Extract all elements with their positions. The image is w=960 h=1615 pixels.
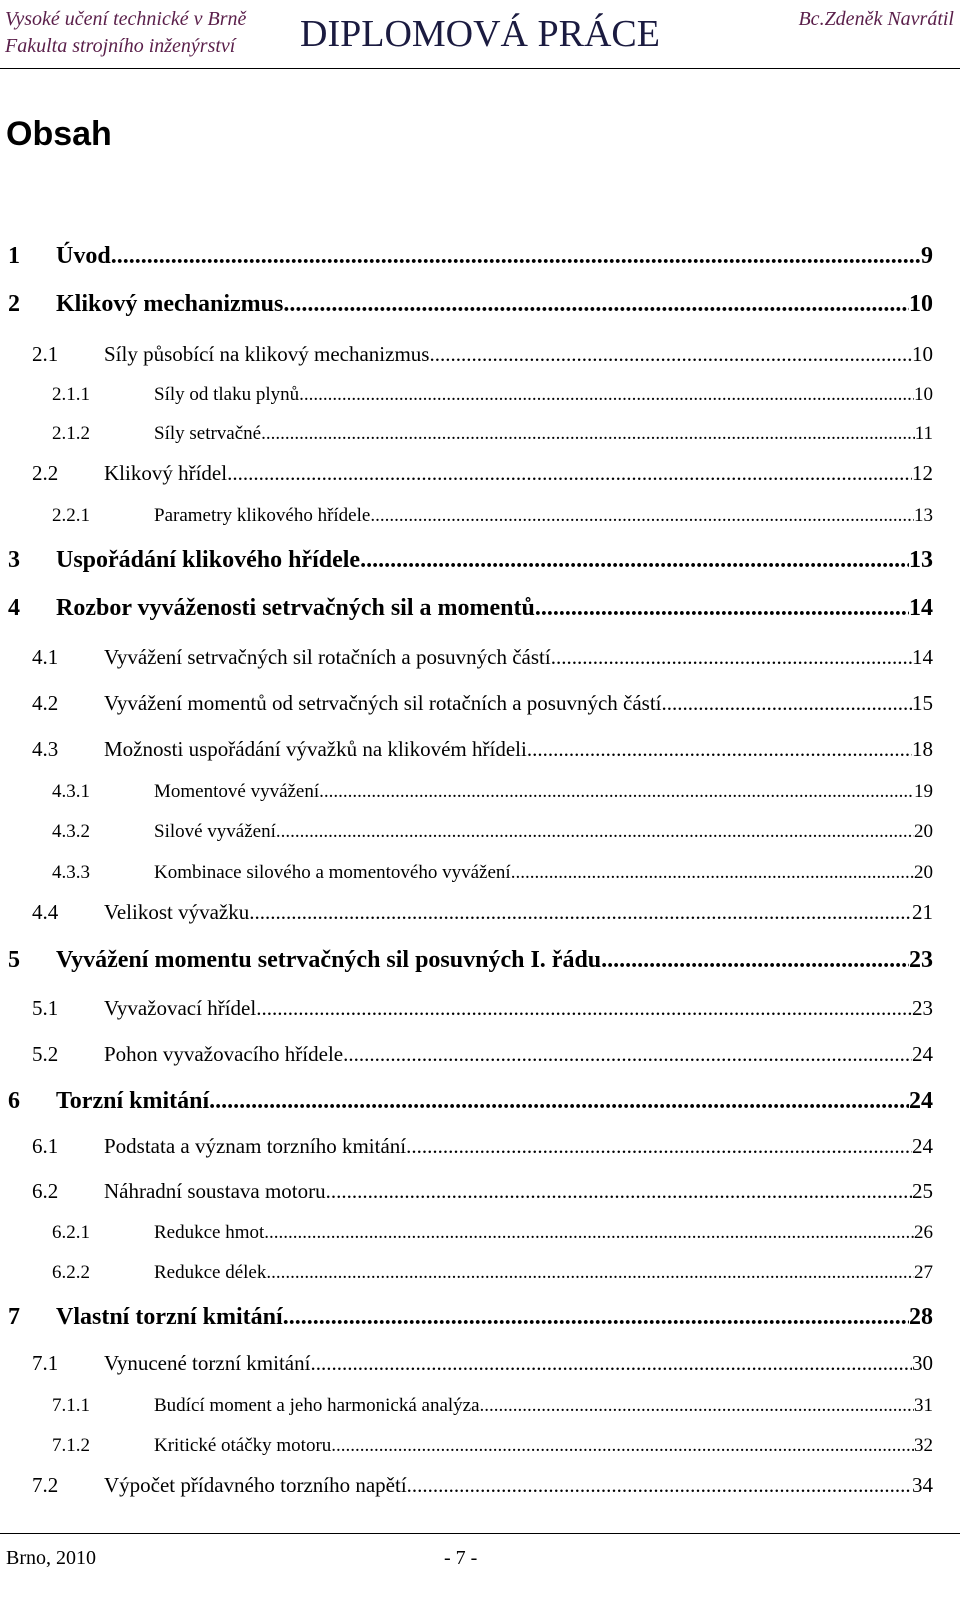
toc-leader [276, 819, 914, 845]
toc-number: 4.4 [32, 900, 59, 924]
toc-number: 4.2 [32, 691, 59, 715]
toc-title: Budící moment a jeho harmonická analýza [154, 1395, 480, 1416]
toc-leader [310, 1349, 912, 1377]
toc-leader [249, 898, 912, 926]
toc-leader [261, 421, 915, 447]
toc-leader [527, 735, 912, 763]
toc-page: 23 [912, 996, 933, 1020]
toc-number: 4.3.1 [52, 781, 90, 802]
toc-title: Parametry klikového hřídele [154, 505, 371, 526]
toc-number: 6.2 [32, 1179, 59, 1203]
toc-leader [326, 1177, 912, 1205]
toc-page: 34 [912, 1473, 933, 1497]
toc-title: Náhradní soustava motoru [104, 1179, 326, 1203]
toc-title: Možnosti uspořádání vývažků na klikovém hřídeli [104, 737, 527, 761]
toc-number: 4.3.2 [52, 821, 90, 842]
toc-number: 2.1 [32, 342, 59, 366]
toc-entry[interactable] [0, 1433, 933, 1459]
toc-number: 5.2 [32, 1042, 59, 1066]
toc-leader [406, 1132, 912, 1160]
toc-number: 6 [8, 1088, 20, 1114]
toc-entry[interactable] [0, 1177, 933, 1205]
toc-entry[interactable] [0, 288, 933, 320]
toc-title: Vyvážení setrvačných sil rotačních a posuvných částí [104, 645, 551, 669]
page-header [0, 0, 960, 74]
thesis-type: DIPLOMOVÁ PRÁCE [300, 13, 660, 55]
footer-page-number: - 7 - [444, 1547, 478, 1569]
toc-leader [535, 592, 909, 624]
toc-number: 5.1 [32, 996, 59, 1020]
toc-entry[interactable] [0, 592, 933, 624]
author-name: Bc.Zdeněk Navrátil [798, 8, 954, 30]
toc-entry[interactable] [0, 819, 933, 845]
toc-leader [480, 1393, 914, 1419]
toc-page: 26 [914, 1222, 933, 1243]
toc-leader [407, 1471, 912, 1499]
toc-title: Síly setrvačné [154, 423, 262, 444]
toc-title: Redukce hmot [154, 1222, 265, 1243]
toc-number: 4.1 [32, 645, 59, 669]
toc-entry[interactable] [0, 643, 933, 671]
toc-entry[interactable] [0, 421, 933, 447]
toc-leader [331, 1433, 914, 1459]
toc-page: 30 [912, 1351, 933, 1375]
toc-page: 15 [912, 691, 933, 715]
toc-entry[interactable] [0, 1220, 933, 1246]
toc-page: 10 [909, 291, 933, 317]
toc-title: Síly od tlaku plynů [154, 384, 300, 405]
toc-title: Klikový mechanizmus [56, 291, 284, 317]
toc-leader [343, 1040, 912, 1068]
toc-entry[interactable] [0, 503, 933, 529]
toc-leader [283, 288, 909, 320]
toc-leader [662, 689, 912, 717]
toc-entry[interactable] [0, 1132, 933, 1160]
toc-title: Výpočet přídavného torzního napětí [104, 1473, 407, 1497]
toc-page: 13 [909, 547, 933, 573]
toc-leader [551, 643, 912, 671]
toc-page: 19 [914, 781, 933, 802]
toc-entry[interactable] [0, 1349, 933, 1377]
toc-page: 24 [909, 1088, 933, 1114]
toc-leader [299, 382, 914, 408]
toc-page: 23 [909, 947, 933, 973]
toc-number: 2.2 [32, 461, 59, 485]
toc-leader [266, 1260, 914, 1286]
toc-entry[interactable] [0, 779, 933, 805]
toc-entry[interactable] [0, 898, 933, 926]
toc-entry[interactable] [0, 994, 933, 1022]
toc-number: 4 [8, 595, 20, 621]
toc-title: Vynucené torzní kmitání [104, 1351, 311, 1375]
toc-entry[interactable] [0, 544, 933, 576]
toc-entry[interactable] [0, 1301, 933, 1333]
toc-title: Torzní kmitání [56, 1088, 210, 1114]
toc-leader [319, 779, 914, 805]
toc-title: Uspořádání klikového hřídele [56, 547, 361, 573]
toc-title: Kritické otáčky motoru [154, 1435, 332, 1456]
toc-entry[interactable] [0, 1040, 933, 1068]
toc-number: 2.1.2 [52, 423, 90, 444]
toc-number: 5 [8, 947, 20, 973]
university-line: Vysoké učení technické v Brně [5, 8, 247, 30]
toc-number: 2 [8, 291, 20, 317]
toc-number: 6.1 [32, 1134, 59, 1158]
toc-leader [264, 1220, 914, 1246]
toc-entry[interactable] [0, 1085, 933, 1117]
toc-entry[interactable] [0, 689, 933, 717]
toc-title: Rozbor vyváženosti setrvačných sil a momentů [56, 595, 535, 621]
toc-title: Kombinace silového a momentového vyvážení [154, 862, 511, 883]
toc-title: Podstata a význam torzního kmitání [104, 1134, 407, 1158]
toc-leader [111, 240, 921, 272]
toc-number: 2.1.1 [52, 384, 90, 405]
toc-entry[interactable] [0, 340, 933, 368]
toc-title: Vyvažovací hřídel [104, 996, 257, 1020]
toc-entry[interactable] [0, 1393, 933, 1419]
toc-page: 20 [914, 862, 933, 883]
toc-page: 24 [912, 1134, 933, 1158]
toc-number: 7.1 [32, 1351, 59, 1375]
toc-entry[interactable] [0, 382, 933, 408]
toc-number: 2.2.1 [52, 505, 90, 526]
toc-title: Vlastní torzní kmitání [56, 1304, 283, 1330]
footer-place-year: Brno, 2010 [6, 1547, 96, 1569]
toc-leader [283, 1301, 909, 1333]
toc-title: Redukce délek [154, 1262, 267, 1283]
toc-entry[interactable] [0, 1260, 933, 1286]
toc-number: 7.1.1 [52, 1395, 90, 1416]
toc-entry[interactable] [0, 735, 933, 763]
toc-number: 4.3 [32, 737, 59, 761]
page-footer [0, 1533, 960, 1613]
toc-number: 7.2 [32, 1473, 59, 1497]
page-title: Obsah [6, 115, 112, 153]
toc-leader [209, 1085, 909, 1117]
toc-number: 1 [8, 243, 20, 269]
toc-page: 12 [912, 461, 933, 485]
toc-page: 24 [912, 1042, 933, 1066]
toc-page: 31 [914, 1395, 933, 1416]
toc-entry[interactable] [0, 240, 933, 272]
toc-leader [429, 340, 912, 368]
toc-page: 20 [914, 821, 933, 842]
toc-leader [227, 459, 912, 487]
toc-page: 13 [914, 505, 933, 526]
toc-page: 27 [914, 1262, 933, 1283]
toc-number: 3 [8, 547, 20, 573]
faculty-line: Fakulta strojního inženýrství [5, 35, 236, 57]
toc-leader [256, 994, 912, 1022]
toc-entry[interactable] [0, 459, 933, 487]
toc-entry[interactable] [0, 1471, 933, 1499]
toc-page: 14 [909, 595, 933, 621]
toc-number: 7.1.2 [52, 1435, 90, 1456]
toc-number: 6.2.2 [52, 1262, 90, 1283]
toc-page: 28 [909, 1304, 933, 1330]
toc-page: 25 [912, 1179, 933, 1203]
header-divider [0, 68, 960, 69]
toc-page: 32 [914, 1435, 933, 1456]
toc-entry[interactable] [0, 944, 933, 976]
toc-title: Síly působící na klikový mechanizmus [104, 342, 430, 366]
toc-page: 10 [914, 384, 933, 405]
toc-title: Pohon vyvažovacího hřídele [104, 1042, 344, 1066]
toc-title: Silové vyvážení [154, 821, 276, 842]
toc-number: 7 [8, 1304, 20, 1330]
toc-page: 9 [921, 243, 933, 269]
toc-entry[interactable] [0, 860, 933, 886]
toc-leader [360, 544, 909, 576]
toc-title: Vyvážení momentu setrvačných sil posuvných I. řádu [56, 947, 602, 973]
footer-divider [0, 1533, 960, 1534]
toc-page: 21 [912, 900, 933, 924]
toc-page: 10 [912, 342, 933, 366]
toc-title: Momentové vyvážení [154, 781, 320, 802]
toc-title: Vyvážení momentů od setrvačných sil rotačních a posuvných částí [104, 691, 662, 715]
toc-number: 6.2.1 [52, 1222, 90, 1243]
toc-page: 11 [914, 423, 933, 444]
toc-title: Klikový hřídel [104, 461, 228, 485]
toc-page: 18 [912, 737, 933, 761]
toc-page: 14 [912, 645, 933, 669]
toc-title: Velikost vývažku [104, 900, 250, 924]
toc-leader [601, 944, 909, 976]
toc-title: Úvod [56, 243, 111, 269]
toc-leader [370, 503, 914, 529]
toc-leader [511, 860, 914, 886]
toc-number: 4.3.3 [52, 862, 90, 883]
